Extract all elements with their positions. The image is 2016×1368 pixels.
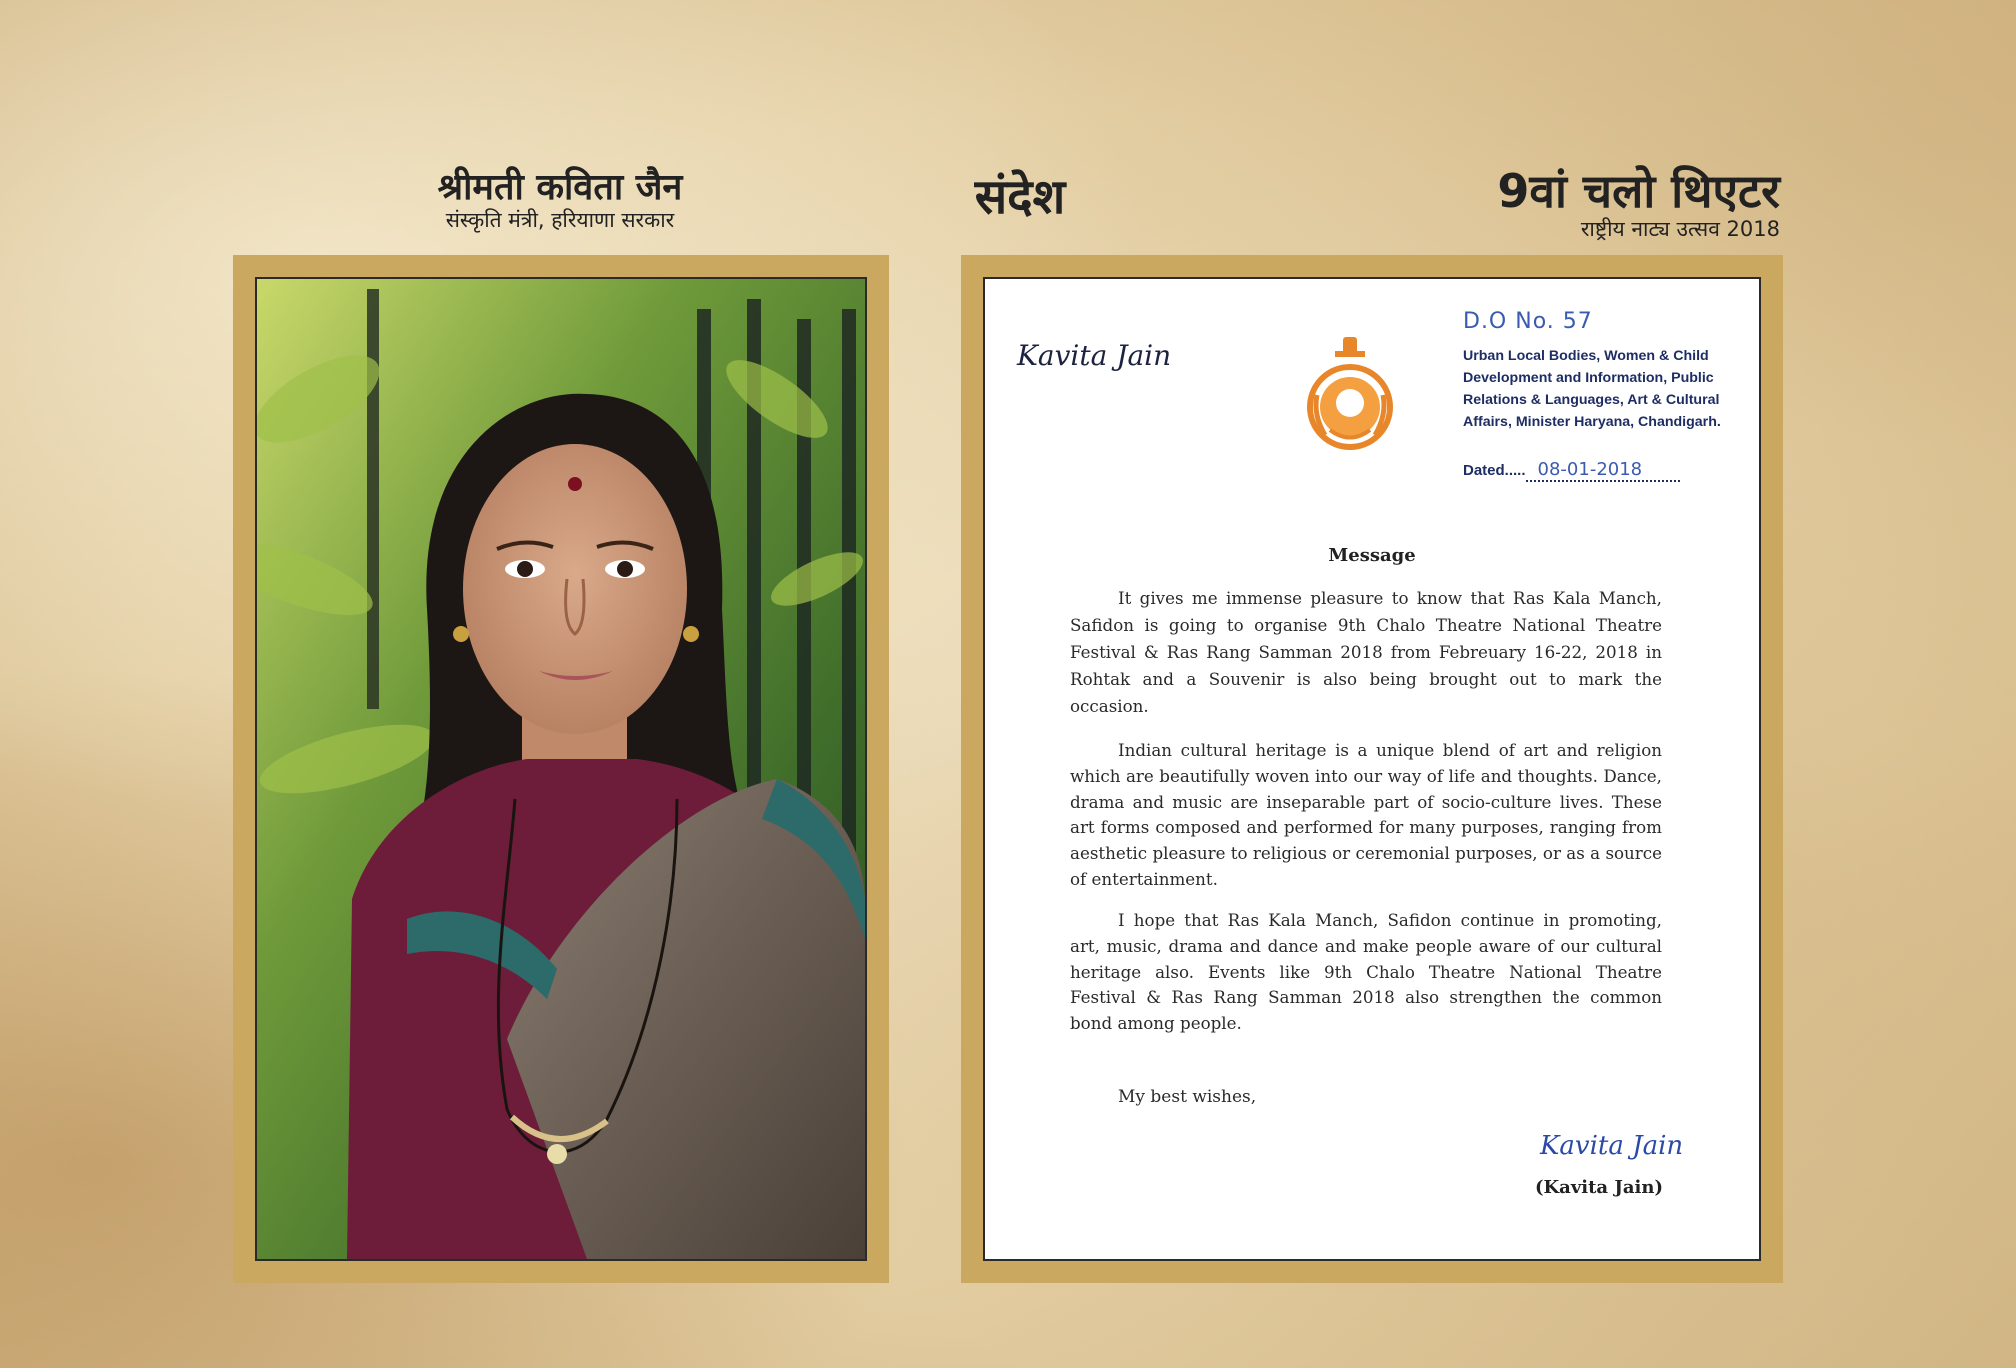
festival-title-hindi: 9वां चलो थिएटर — [1497, 164, 1780, 218]
message-heading-hindi: संदेश — [974, 169, 1066, 225]
minister-name-hindi: श्रीमती कविता जैन — [437, 167, 683, 208]
message-title: Message — [1328, 545, 1416, 566]
dated-value: 08-01-2018 — [1526, 459, 1681, 482]
header-right — [1380, 165, 1780, 241]
header-left — [380, 168, 740, 232]
letter-frame — [961, 255, 1783, 1283]
minister-title-hindi: संस्कृति मंत्री, हरियाणा सरकार — [445, 208, 675, 232]
message-paragraph-3: I hope that Ras Kala Manch, Safidon continue in promoting, art, music, drama and dance and make people aware of our cultural heritage also. Events like 9th Chalo Theatre National Theatre Festival & Ras Rang Samman 2018 also strengthen the common bond among people. — [1070, 910, 1662, 1034]
office-designation: Urban Local Bodies, Women & Child Development and Information, Public Relations & Languages, Art & Cultural Affairs, Minister Haryana, Chandigarh. — [1463, 348, 1721, 430]
closing-wishes: My best wishes, — [1118, 1087, 1257, 1107]
dated-label: Dated..... — [1463, 462, 1526, 479]
haryana-emblem-icon — [1305, 335, 1395, 455]
dated-line — [1463, 459, 1680, 480]
message-paragraph-2: Indian cultural heritage is a unique blend of art and religion which are beautifully woven into our way of life and thoughts. Dance, drama and music are inseparable part of socio-culture lives. These art forms composed and performed for many purposes, ranging from aesthetic pleasure to religious or ceremonial purposes, or as a source of entertainment. — [1070, 740, 1662, 889]
handwritten-signature: Kavita Jain — [1540, 1131, 1684, 1161]
photo-frame — [233, 255, 889, 1283]
header-center — [900, 170, 1140, 224]
festival-subtitle-hindi: राष्ट्रीय नाट्य उत्सव 2018 — [1580, 217, 1780, 241]
portrait-photo — [255, 277, 867, 1261]
do-number: D.O No. 57 — [1463, 309, 1593, 334]
letterhead-signature: Kavita Jain — [1017, 339, 1172, 372]
message-paragraph-1: It gives me immense pleasure to know that Ras Kala Manch, Safidon is going to organise 9th Chalo Theatre National Theatre Festival & Ras Rang Samman 2018 from Febreuary 16-22, 2018 in Rohtak and a Souvenir is also being brought out to mark the occasion. — [1070, 588, 1662, 716]
signer-name: (Kavita Jain) — [1535, 1177, 1663, 1198]
message-letter — [983, 277, 1761, 1261]
